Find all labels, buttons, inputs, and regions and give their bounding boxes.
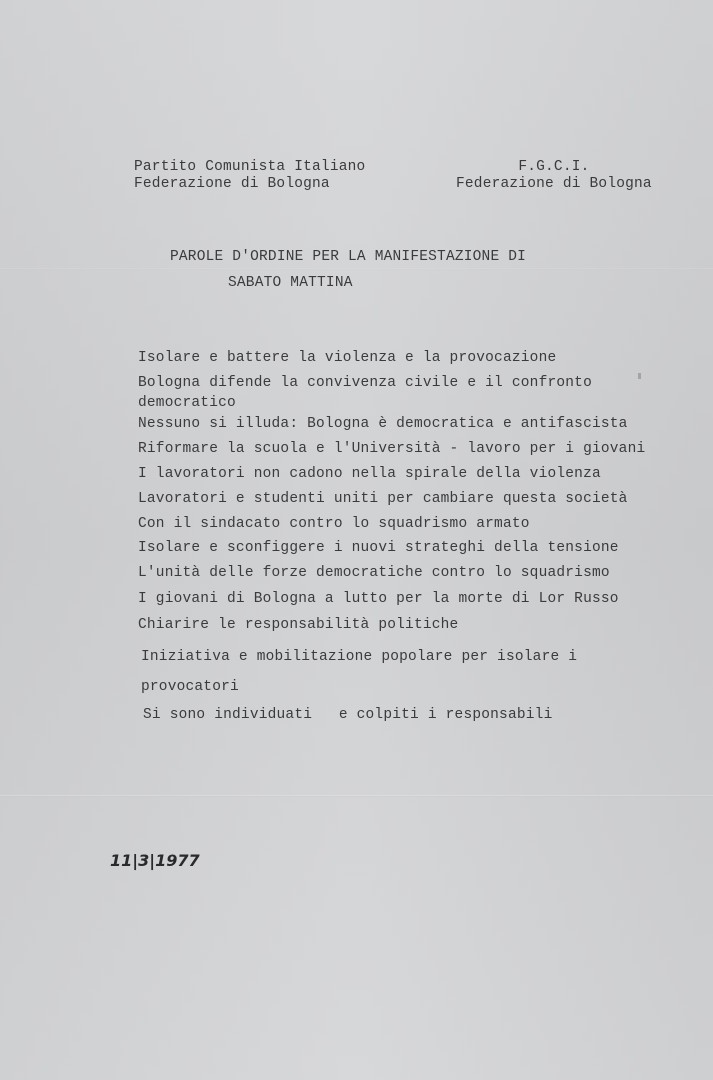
slogan-line: Bologna difende la convivenza civile e il confronto: [138, 375, 592, 391]
slogan-line: Lavoratori e studenti uniti per cambiare questa società: [138, 491, 628, 507]
slogan-line: I giovani di Bologna a lutto per la morte di Lor Russo: [138, 591, 619, 607]
paper-fold: [0, 795, 713, 797]
slogan-line: I lavoratori non cadono nella spirale della violenza: [138, 466, 601, 482]
slogan-line: Iniziativa e mobilitazione popolare per isolare i: [141, 649, 578, 665]
slogan-line: Isolare e sconfiggere i nuovi strateghi della tensione: [138, 540, 619, 556]
header-right: [456, 159, 652, 193]
header-left: [134, 159, 365, 193]
handwritten-date: 11|3|1977: [110, 851, 200, 870]
slogan-line: Riformare la scuola e l'Università - lavoro per i giovani: [138, 441, 646, 457]
slogan-line: Nessuno si illuda: Bologna è democratica e antifascista: [138, 416, 628, 432]
slogan-line: Chiarire le responsabilità politiche: [138, 617, 459, 633]
slogan-line: provocatori: [141, 679, 239, 695]
title-line-1: PAROLE D'ORDINE PER LA MANIFESTAZIONE DI: [170, 249, 527, 265]
slogan-line: Si sono individuati e colpiti i responsabili: [143, 707, 553, 723]
slogan-line: Isolare e battere la violenza e la provocazione: [138, 350, 557, 366]
party-name: Partito Comunista Italiano: [134, 159, 366, 175]
party-federation: Federazione di Bologna: [134, 176, 330, 192]
slogan-line: democratico: [138, 395, 236, 411]
document-title: [170, 249, 526, 292]
title-line-2: SABATO MATTINA: [228, 275, 353, 291]
paper-speck: [638, 373, 641, 379]
slogan-line: L'unità delle forze democratiche contro lo squadrismo: [138, 565, 610, 581]
slogan-line: Con il sindacato contro lo squadrismo armato: [138, 516, 530, 532]
fgci-federation: Federazione di Bologna: [456, 176, 652, 192]
fgci-name: F.G.C.I.: [518, 159, 590, 175]
